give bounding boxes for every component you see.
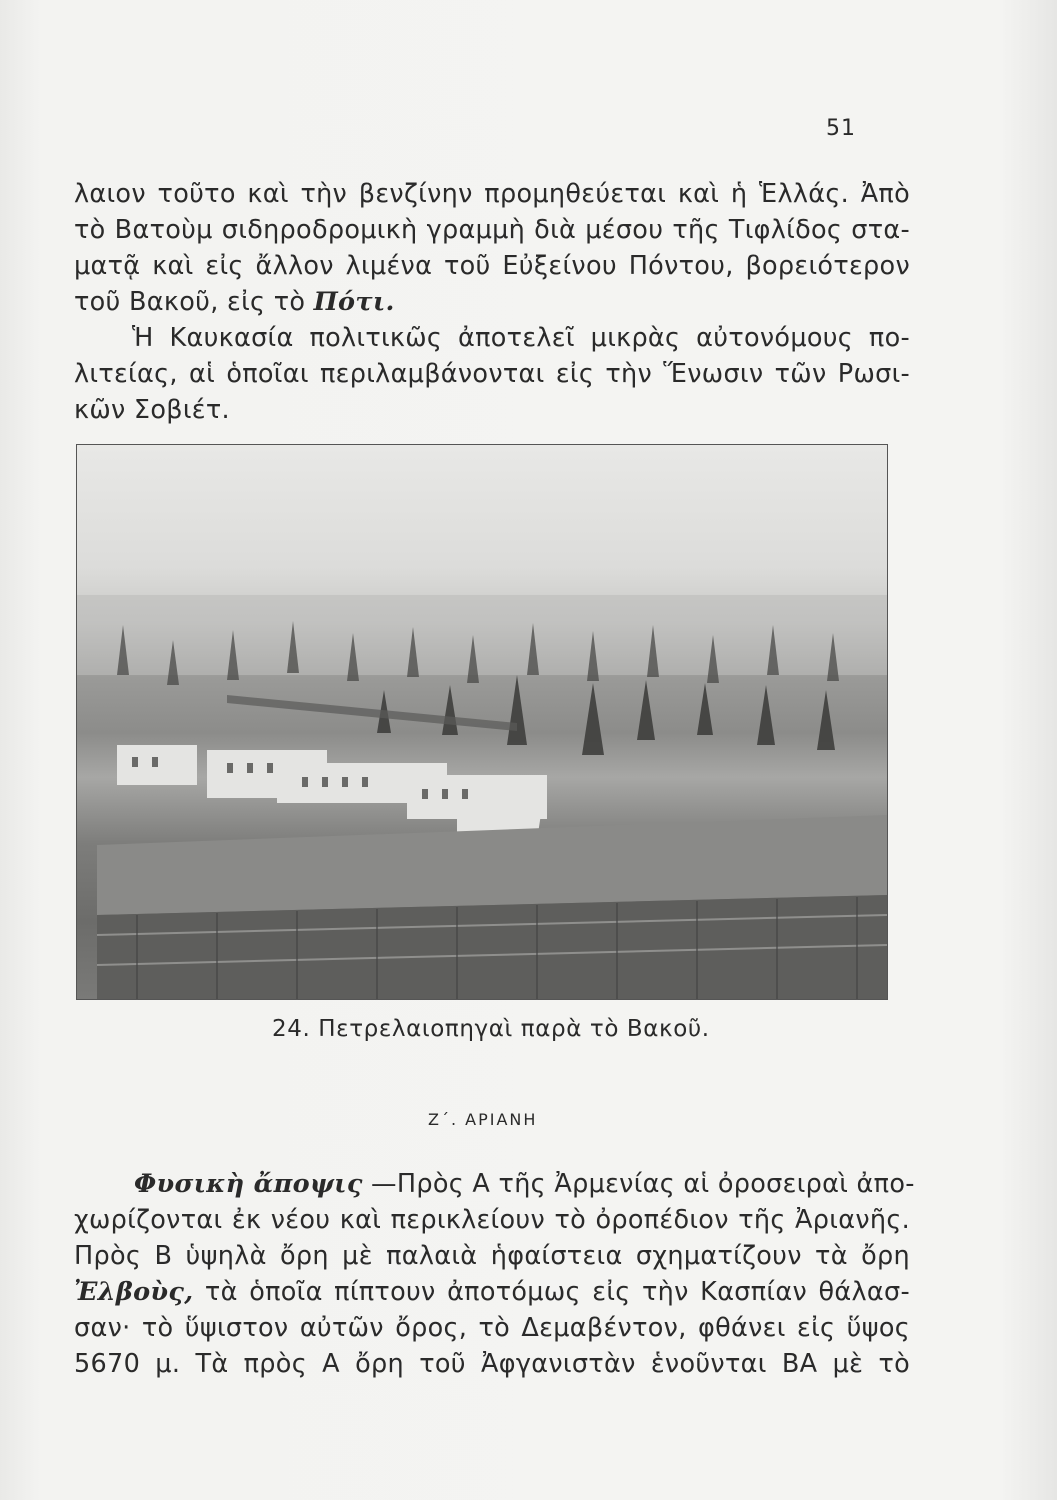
page-number: 51	[826, 116, 856, 141]
text-line: χωρίζονται ἐκ νέου καὶ περικλείουν τὸ ὀροπέδιον τῆς Ἀριανῆς.	[74, 1205, 910, 1235]
place-name-elburz: Ἐλβοὺς,	[74, 1277, 194, 1307]
text-line	[74, 284, 910, 320]
text-segment: —Πρὸς Α τῆς Ἀρμενίας αἱ ὀροσειραὶ ἀπο-	[362, 1169, 915, 1199]
text-line: Ἡ Καυκασία πολιτικῶς ἀποτελεῖ μικρὰς αὐτονόμους πο-	[132, 323, 910, 353]
oil-fields-illustration	[77, 445, 887, 999]
text-line: ματᾷ καὶ εἰς ἄλλον λιμένα τοῦ Εὐξείνου Πόντου, βορειότερον	[74, 251, 910, 281]
place-name-poti: Πότι.	[313, 287, 395, 317]
paragraph-ariane-physical	[74, 1166, 915, 1382]
oil-fields-photo	[76, 444, 888, 1000]
section-title: Ζ΄. ΑΡΙΑΝΗ	[428, 1110, 538, 1129]
text-line	[74, 1166, 915, 1202]
paragraph-caucasus-oil	[74, 176, 910, 320]
text-segment: τὰ ὁποῖα πίπτουν ἀποτόμως εἰς τὴν Κασπίαν θάλασ-	[193, 1277, 910, 1307]
text-line: λιτείας, αἱ ὁποῖαι περιλαμβάνονται εἰς τὴν Ἕνωσιν τῶν Ρωσι-	[74, 359, 910, 389]
text-line: λαιον τοῦτο καὶ τὴν βενζίνην προμηθεύεται καὶ ἡ Ἑλλάς. Ἀπὸ	[74, 179, 910, 209]
paragraph-caucasus-politics	[74, 320, 910, 428]
text-line: κῶν Σοβιέτ.	[74, 395, 230, 425]
text-line: Πρὸς Β ὑψηλὰ ὄρη μὲ παλαιὰ ἡφαίστεια σχηματίζουν τὰ ὄρη	[74, 1241, 910, 1271]
text-line	[74, 1274, 910, 1310]
text-line: τὸ Βατοὺμ σιδηροδρομικὴ γραμμὴ διὰ μέσου τῆς Τιφλίδος στα-	[74, 215, 910, 245]
figure-caption: 24. Πετρελαιοπηγαὶ παρὰ τὸ Βακοῦ.	[272, 1016, 710, 1042]
text-line: 5670 μ. Τὰ πρὸς Α ὄρη τοῦ Ἀφγανιστὰν ἑνοῦνται ΒΑ μὲ τὸ	[74, 1349, 910, 1379]
text-segment: τοῦ Βακοῦ, εἰς τὸ	[74, 287, 314, 317]
subheading-physical-view: Φυσικὴ ἄποψις	[134, 1169, 363, 1199]
text-line: σαν· τὸ ὕψιστον αὐτῶν ὄρος, τὸ Δεμαβέντον, φθάνει εἰς ὕψος	[74, 1313, 910, 1343]
